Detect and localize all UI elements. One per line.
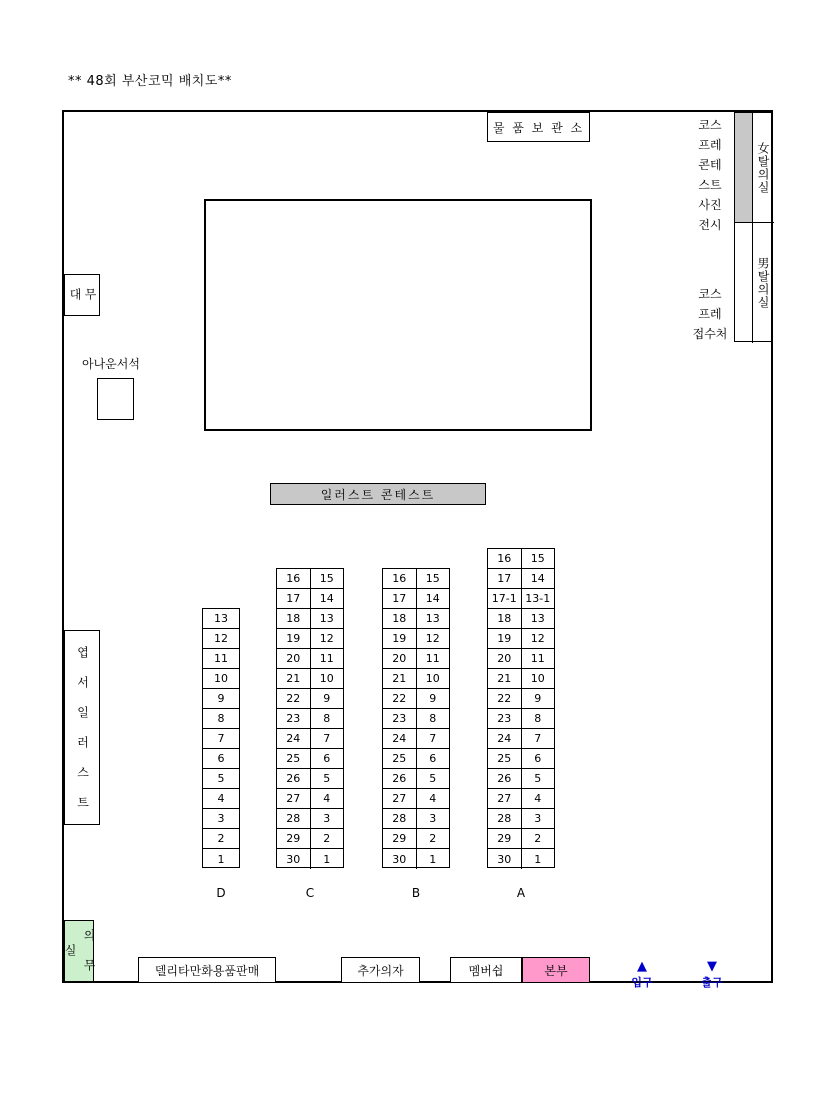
cosplay-photo-line-4: 사진	[698, 197, 722, 212]
booth-cell[interactable]: 9	[323, 692, 331, 705]
booth-cell[interactable]: 19	[488, 629, 522, 648]
delita-shop-box: 델리타만화용품판매	[138, 957, 276, 983]
booth-cell[interactable]: 8	[217, 712, 225, 725]
table-row	[488, 769, 554, 789]
booth-cell[interactable]: 2	[429, 832, 437, 845]
booth-cell[interactable]: 3	[217, 812, 225, 825]
booth-cell[interactable]: 8	[429, 712, 437, 725]
booth-cell[interactable]: 12	[530, 632, 545, 645]
booth-cell[interactable]: 11	[425, 652, 440, 665]
booth-cell[interactable]: 9	[534, 692, 542, 705]
table-row	[488, 809, 554, 829]
booth-cell[interactable]: 22	[277, 689, 311, 708]
table-row	[203, 649, 239, 669]
table-row	[488, 689, 554, 709]
booth-cell[interactable]: 19	[383, 629, 417, 648]
booth-cell[interactable]: 16	[277, 569, 311, 588]
table-row	[203, 849, 239, 869]
booth-cell[interactable]: 2	[217, 832, 225, 845]
medical-room-box: 의 무 실	[64, 920, 94, 982]
booth-cell[interactable]: 27	[488, 789, 522, 808]
booth-cell[interactable]: 12	[425, 632, 440, 645]
table-row	[277, 589, 343, 609]
cosplay-photo-line-5: 전시	[698, 217, 722, 232]
booth-cell[interactable]: 5	[323, 772, 331, 785]
booth-cell[interactable]: 30	[277, 849, 311, 869]
booth-table-C	[276, 568, 344, 868]
booth-table-label-A: A	[516, 886, 526, 900]
booth-table-B	[382, 568, 450, 868]
booth-table-label-C: C	[305, 886, 315, 900]
booth-cell[interactable]: 27	[383, 789, 417, 808]
booth-cell[interactable]: 13	[425, 612, 440, 625]
table-row	[383, 589, 449, 609]
table-row	[277, 669, 343, 689]
table-row	[488, 789, 554, 809]
booth-cell[interactable]: 5	[534, 772, 542, 785]
booth-cell[interactable]: 20	[383, 649, 417, 668]
booth-cell[interactable]: 22	[383, 689, 417, 708]
table-row	[383, 569, 449, 589]
stage-box: 무 대	[64, 274, 100, 316]
cosplay-reception-line-0: 코스	[698, 287, 722, 301]
table-row	[277, 849, 343, 869]
booth-cell[interactable]: 21	[488, 669, 522, 688]
illust-contest-band: 일러스트 콘테스트	[270, 483, 486, 505]
exit-arrow-icon: ▼	[707, 959, 717, 974]
booth-cell[interactable]: 25	[383, 749, 417, 768]
storage-room-box: 물 품 보 관 소	[487, 112, 590, 142]
table-row	[383, 749, 449, 769]
cosplay-reception-line-2: 접수처	[692, 327, 728, 341]
changing-room-gray-strip	[735, 113, 752, 223]
booth-table-A	[487, 548, 555, 868]
female-changing-room	[752, 113, 774, 223]
table-row	[203, 729, 239, 749]
booth-table-D	[202, 608, 240, 868]
table-row	[277, 729, 343, 749]
exit-marker	[688, 960, 736, 990]
booth-cell[interactable]: 21	[383, 669, 417, 688]
booth-cell[interactable]: 24	[277, 729, 311, 748]
table-row	[488, 549, 554, 569]
booth-cell[interactable]: 7	[534, 732, 542, 745]
exit-label: 출구	[701, 976, 723, 989]
booth-cell[interactable]: 4	[534, 792, 542, 805]
booth-cell[interactable]: 15	[319, 572, 334, 585]
booth-cell[interactable]: 15	[530, 552, 545, 565]
booth-cell[interactable]: 11	[214, 652, 228, 665]
booth-cell[interactable]: 14	[530, 572, 545, 585]
booth-cell[interactable]: 17	[488, 569, 522, 588]
cosplay-reception-label	[686, 285, 734, 343]
booth-cell[interactable]: 20	[277, 649, 311, 668]
booth-cell[interactable]: 4	[323, 792, 331, 805]
table-row	[383, 729, 449, 749]
page-title: ** 48회 부산코믹 배치도**	[68, 74, 232, 89]
table-row	[488, 569, 554, 589]
booth-cell[interactable]: 1	[323, 852, 331, 866]
announcer-seat-label: 아나운서석	[82, 357, 140, 371]
entrance-marker	[618, 960, 666, 990]
table-row	[203, 829, 239, 849]
table-row	[203, 609, 239, 629]
table-row	[488, 629, 554, 649]
booth-cell[interactable]: 24	[383, 729, 417, 748]
table-row	[203, 769, 239, 789]
table-row	[383, 769, 449, 789]
booth-cell[interactable]: 5	[429, 772, 437, 785]
booth-cell[interactable]: 23	[277, 709, 311, 728]
booth-cell[interactable]: 28	[383, 809, 417, 828]
table-row	[277, 789, 343, 809]
table-row	[203, 709, 239, 729]
postcard-illust-box: 엽 서 일 러 스 트	[64, 630, 100, 825]
booth-cell[interactable]: 10	[425, 672, 440, 685]
table-row	[203, 809, 239, 829]
booth-cell[interactable]: 8	[534, 712, 542, 725]
announcer-seat-box	[97, 378, 134, 420]
booth-cell[interactable]: 12	[214, 632, 228, 645]
table-row	[203, 689, 239, 709]
booth-cell[interactable]: 10	[214, 672, 228, 685]
booth-cell[interactable]: 23	[383, 709, 417, 728]
cosplay-photo-line-3: 스트	[698, 177, 722, 192]
booth-cell[interactable]: 3	[323, 812, 331, 825]
table-row	[488, 849, 554, 869]
booth-cell[interactable]: 9	[217, 692, 225, 705]
booth-cell[interactable]: 17-1	[488, 589, 522, 608]
booth-cell[interactable]: 11	[319, 652, 334, 665]
booth-cell[interactable]: 18	[383, 609, 417, 628]
table-row	[383, 849, 449, 869]
table-row	[488, 649, 554, 669]
headquarters-box: 본부	[522, 957, 590, 983]
booth-cell[interactable]: 7	[217, 732, 225, 745]
booth-cell[interactable]: 11	[530, 652, 545, 665]
table-row	[383, 629, 449, 649]
table-row	[277, 749, 343, 769]
table-row	[488, 829, 554, 849]
table-row	[488, 609, 554, 629]
booth-cell[interactable]: 10	[530, 672, 545, 685]
booth-cell[interactable]: 30	[488, 849, 522, 869]
booth-cell[interactable]: 21	[277, 669, 311, 688]
cosplay-reception-line-1: 프레	[698, 307, 722, 321]
booth-cell[interactable]: 16	[488, 549, 522, 568]
booth-cell[interactable]: 13-1	[525, 592, 551, 605]
table-row	[488, 669, 554, 689]
booth-cell[interactable]: 19	[277, 629, 311, 648]
booth-cell[interactable]: 1	[217, 852, 225, 866]
male-changing-room-label: 男탈의실	[756, 257, 770, 309]
table-row	[383, 689, 449, 709]
table-row	[203, 629, 239, 649]
table-row	[203, 749, 239, 769]
table-row	[277, 689, 343, 709]
table-row	[383, 649, 449, 669]
booth-cell[interactable]: 6	[323, 752, 331, 765]
booth-cell[interactable]: 8	[323, 712, 331, 725]
table-row	[277, 769, 343, 789]
booth-cell[interactable]: 17	[277, 589, 311, 608]
booth-cell[interactable]: 2	[534, 832, 542, 845]
table-row	[277, 709, 343, 729]
table-row	[383, 789, 449, 809]
booth-cell[interactable]: 24	[488, 729, 522, 748]
booth-cell[interactable]: 2	[323, 832, 331, 845]
booth-cell[interactable]: 10	[319, 672, 334, 685]
booth-cell[interactable]: 18	[488, 609, 522, 628]
table-row	[277, 569, 343, 589]
table-row	[277, 649, 343, 669]
main-open-area	[204, 199, 592, 431]
booth-cell[interactable]: 13	[214, 612, 228, 625]
booth-cell[interactable]: 14	[319, 592, 334, 605]
booth-cell[interactable]: 16	[383, 569, 417, 588]
table-row	[203, 669, 239, 689]
table-row	[488, 749, 554, 769]
booth-cell[interactable]: 28	[488, 809, 522, 828]
booth-cell[interactable]: 13	[530, 612, 545, 625]
booth-cell[interactable]: 12	[319, 632, 334, 645]
table-row	[488, 589, 554, 609]
cosplay-photo-line-0: 코스	[698, 117, 722, 132]
table-row	[383, 609, 449, 629]
booth-cell[interactable]: 26	[277, 769, 311, 788]
booth-cell[interactable]: 6	[534, 752, 542, 765]
table-row	[277, 609, 343, 629]
membership-box: 멤버쉽	[450, 957, 522, 983]
booth-table-label-D: D	[216, 886, 226, 900]
male-changing-room	[752, 223, 774, 343]
booth-cell[interactable]: 1	[429, 852, 437, 866]
booth-cell[interactable]: 6	[429, 752, 437, 765]
booth-cell[interactable]: 28	[277, 809, 311, 828]
booth-cell[interactable]: 3	[534, 812, 542, 825]
booth-cell[interactable]: 27	[277, 789, 311, 808]
booth-cell[interactable]: 4	[429, 792, 437, 805]
female-changing-room-label: 女탈의실	[756, 141, 770, 194]
booth-cell[interactable]: 17	[383, 589, 417, 608]
table-row	[383, 709, 449, 729]
cosplay-photo-line-1: 프레	[698, 137, 722, 152]
table-row	[488, 709, 554, 729]
table-row	[203, 789, 239, 809]
booth-cell[interactable]: 7	[323, 732, 331, 745]
table-row	[383, 829, 449, 849]
booth-cell[interactable]: 6	[217, 752, 225, 765]
booth-cell[interactable]: 14	[425, 592, 440, 605]
booth-table-label-B: B	[411, 886, 421, 900]
cosplay-photo-line-2: 콘테	[698, 157, 722, 172]
booth-cell[interactable]: 7	[429, 732, 437, 745]
table-row	[383, 809, 449, 829]
booth-cell[interactable]: 25	[277, 749, 311, 768]
booth-cell[interactable]: 25	[488, 749, 522, 768]
entrance-label: 입구	[631, 976, 653, 989]
booth-cell[interactable]: 26	[383, 769, 417, 788]
cosplay-photo-exhibit-label	[686, 112, 734, 237]
entrance-arrow-icon: ▲	[637, 959, 647, 974]
booth-cell[interactable]: 15	[425, 572, 440, 585]
booth-cell[interactable]: 5	[217, 772, 225, 785]
booth-cell[interactable]: 22	[488, 689, 522, 708]
booth-cell[interactable]: 29	[277, 829, 311, 848]
table-row	[383, 669, 449, 689]
booth-cell[interactable]: 29	[383, 829, 417, 848]
booth-cell[interactable]: 29	[488, 829, 522, 848]
booth-cell[interactable]: 18	[277, 609, 311, 628]
booth-cell[interactable]: 4	[217, 792, 225, 805]
booth-cell[interactable]: 9	[429, 692, 437, 705]
extra-chairs-box: 추가의자	[341, 957, 420, 983]
booth-cell[interactable]: 23	[488, 709, 522, 728]
table-row	[277, 829, 343, 849]
booth-cell[interactable]: 26	[488, 769, 522, 788]
booth-cell[interactable]: 30	[383, 849, 417, 869]
booth-cell[interactable]: 20	[488, 649, 522, 668]
table-row	[488, 729, 554, 749]
changing-rooms-group	[734, 112, 773, 342]
table-row	[277, 629, 343, 649]
booth-cell[interactable]: 1	[534, 852, 542, 866]
booth-cell[interactable]: 13	[319, 612, 334, 625]
table-row	[277, 809, 343, 829]
booth-cell[interactable]: 3	[429, 812, 437, 825]
